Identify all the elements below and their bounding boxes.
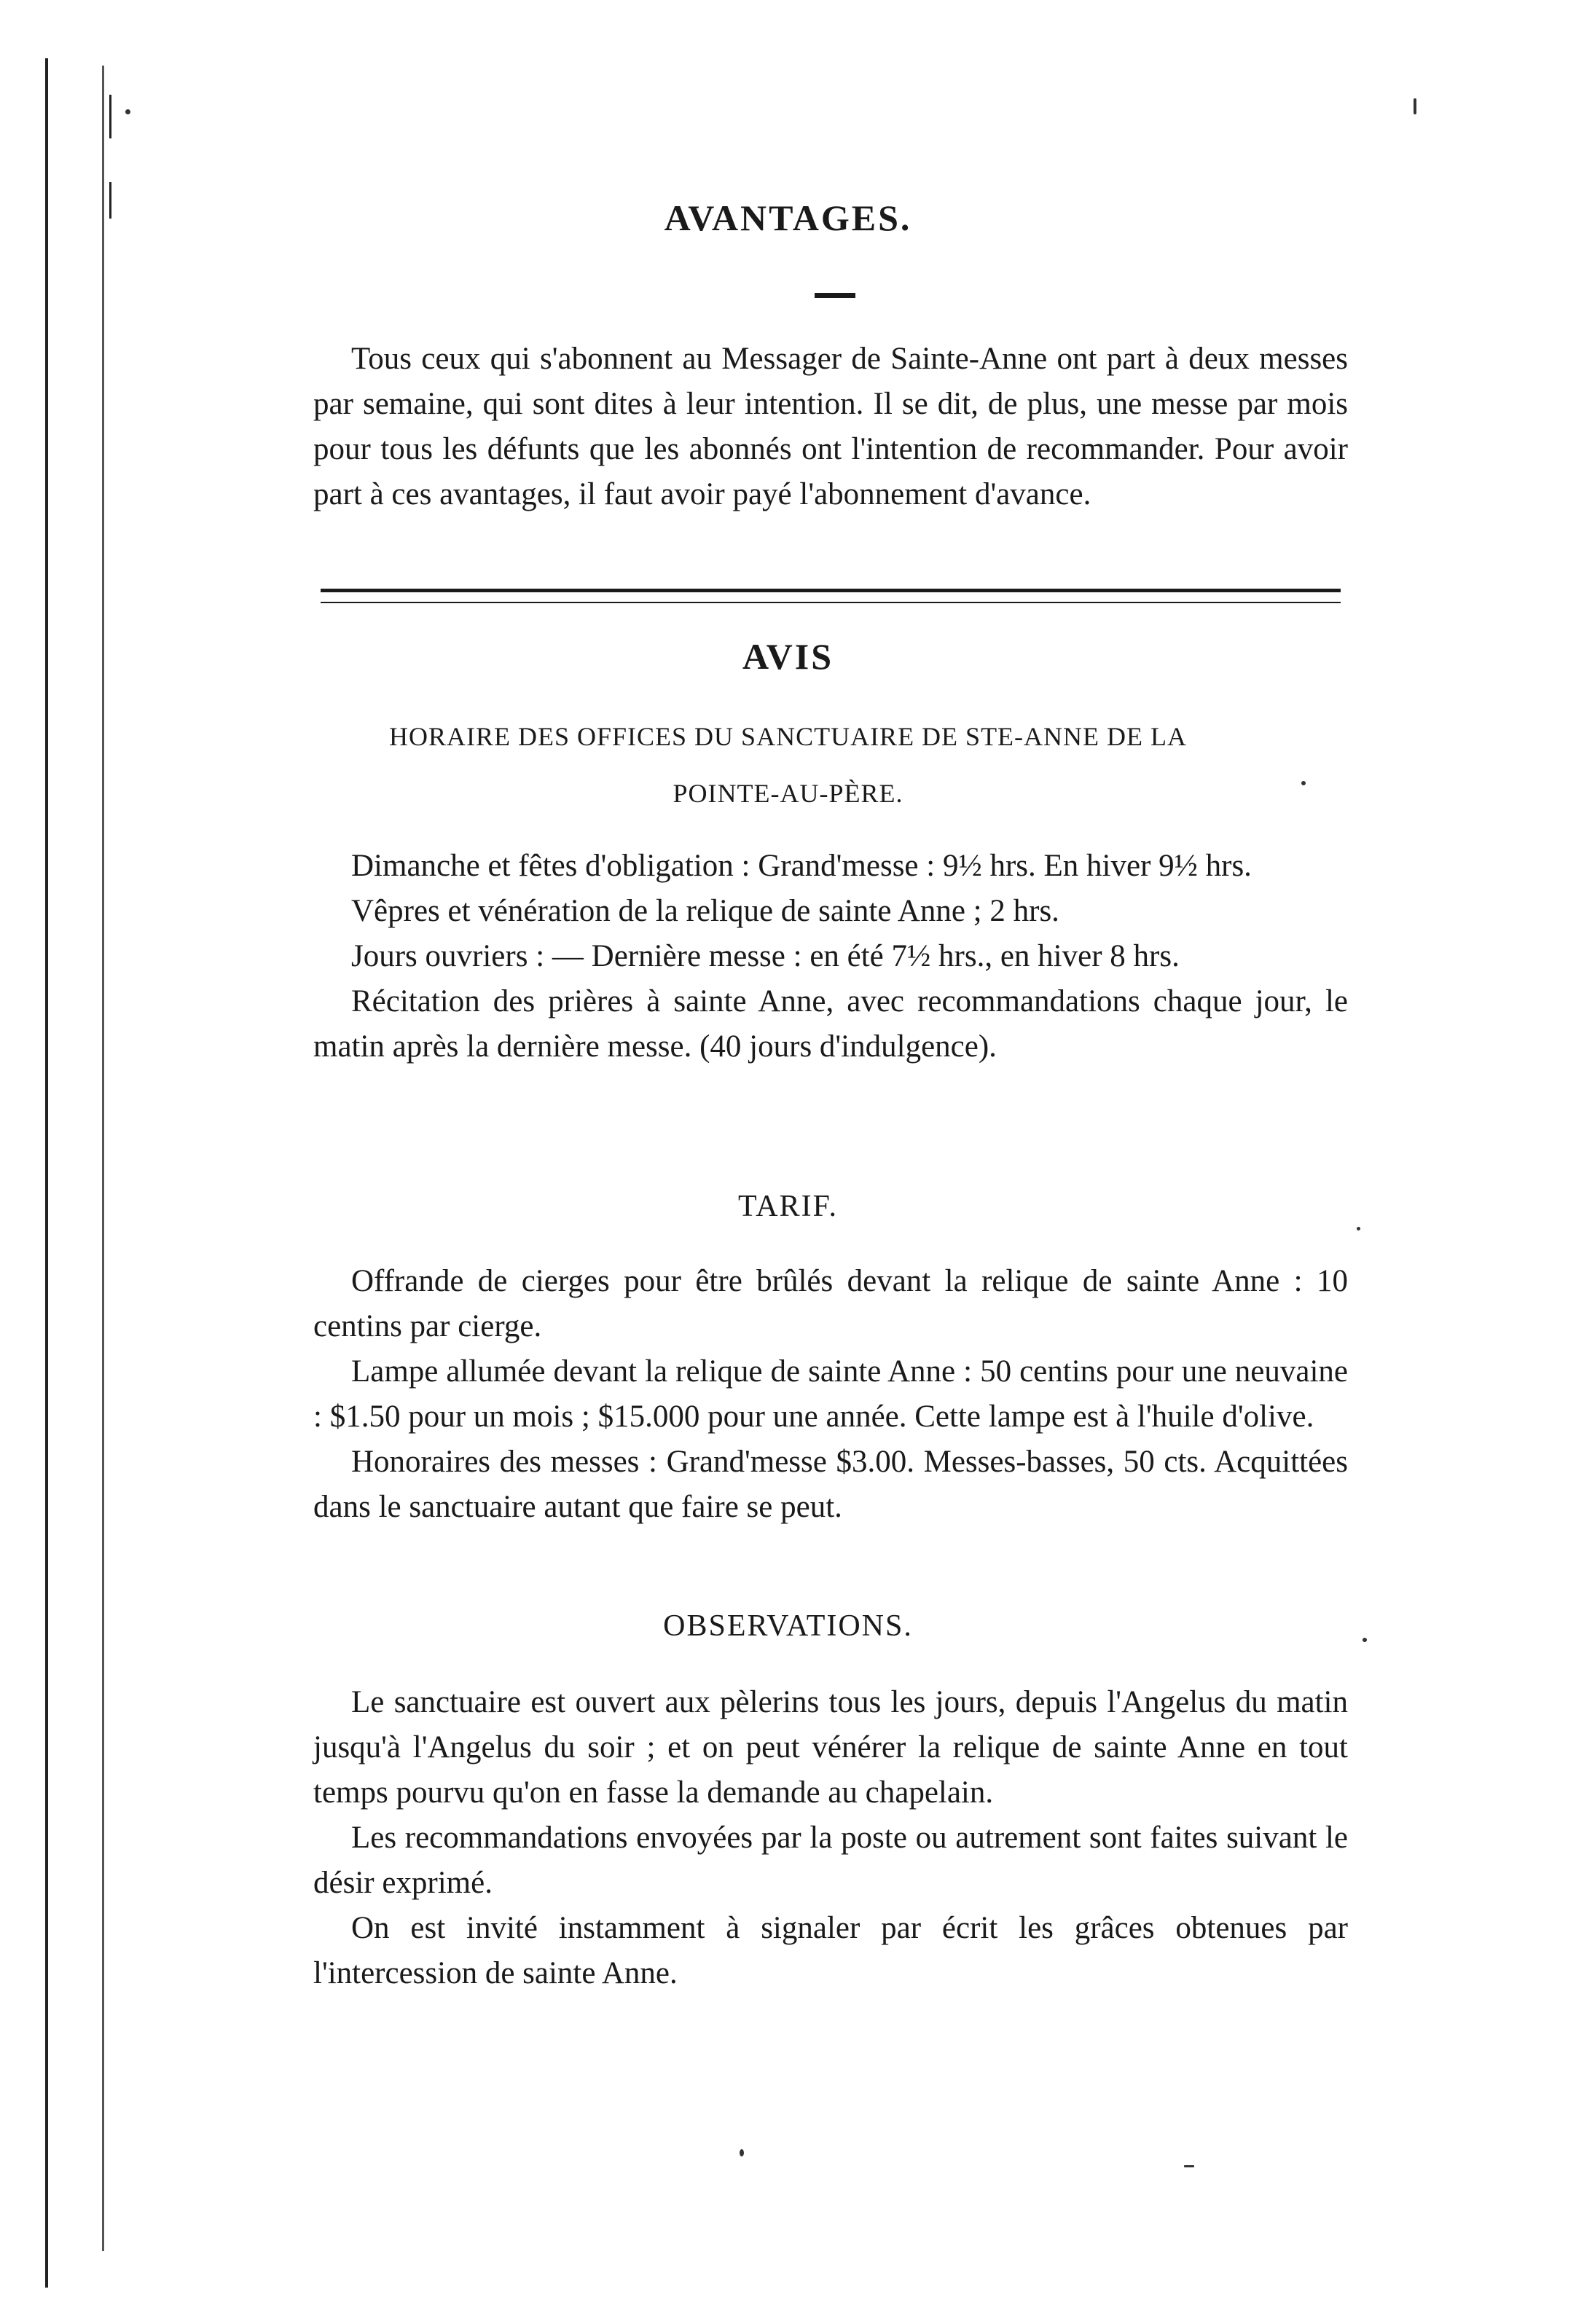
ink-speck: [1301, 781, 1306, 785]
binding-edge-mark: [109, 95, 111, 138]
tarif-item: Lampe allumée devant la relique de sainte Anne : 50 centins pour une neuvaine : $1.50 pour un mois ; $15.000 pour une année. Cette lampe est à l'huile d'olive.: [313, 1354, 1348, 1434]
binding-edge-line: [45, 58, 48, 2288]
ink-speck: [740, 2149, 744, 2156]
binding-edge-line: [102, 66, 104, 2251]
avis-subtitle-line2: POINTE-AU-PÈRE.: [673, 779, 903, 808]
avantages-section: [313, 337, 1348, 517]
title-dash: [815, 293, 855, 298]
tarif-item: Honoraires des messes : Grand'messe $3.00. Messes-basses, 50 cts. Acquittées dans le sanctuaire autant que faire se peut.: [313, 1445, 1348, 1524]
avantages-paragraph: Tous ceux qui s'abonnent au Messager de Sainte-Anne ont part à deux messes par semaine, qui sont dites à leur intention. Il se dit, de plus, une messe par mois pour tous les défunts que les abonnés ont l'intention de recommander. Pour avoir part à ces avantages, il faut avoir payé l'abonnement d'avance.: [313, 342, 1348, 511]
observations-item: Les recommandations envoyées par la poste ou autrement sont faites suivant le désir exprimé.: [313, 1821, 1348, 1900]
avis-item: Jours ouvriers : — Dernière messe : en été 7½ hrs., en hiver 8 hrs.: [351, 939, 1180, 973]
avis-item: Vêpres et vénération de la relique de sainte Anne ; 2 hrs.: [351, 894, 1059, 928]
observations-item: Le sanctuaire est ouvert aux pèlerins tous les jours, depuis l'Angelus du matin jusqu'à l'Angelus du soir ; et on peut vénérer la relique de sainte Anne en tout temps pourvu qu'on en fasse la demande au chapelain.: [313, 1685, 1348, 1810]
tarif-title: TARIF.: [737, 1190, 839, 1223]
section-divider-thin: [321, 602, 1341, 603]
observations-item: On est invité instamment à signaler par écrit les grâces obtenues par l'intercession de sainte Anne.: [313, 1911, 1348, 1990]
avis-subtitle-line1: HORAIRE DES OFFICES DU SANCTUAIRE DE STE-ANNE DE LA: [389, 722, 1187, 751]
avis-item: Dimanche et fêtes d'obligation : Grand'messe : 9½ hrs. En hiver 9½ hrs.: [351, 849, 1252, 883]
avantages-title: AVANTAGES.: [664, 197, 912, 238]
ink-speck: [125, 109, 130, 114]
avis-item: Récitation des prières à sainte Anne, avec recommandations chaque jour, le matin après la dernière messe. (40 jours d'indulgence).: [313, 984, 1348, 1064]
tarif-section: [313, 1259, 1348, 1530]
ink-speck: [1363, 1638, 1367, 1642]
section-divider-thick: [321, 589, 1341, 592]
avis-section: [313, 844, 1348, 1069]
observations-section: [313, 1680, 1348, 1996]
ink-speck: [1357, 1227, 1360, 1230]
avis-title: AVIS: [742, 636, 834, 677]
ink-speck: [1414, 98, 1416, 114]
tarif-item: Offrande de cierges pour être brûlés devant la relique de sainte Anne : 10 centins par cierge.: [313, 1264, 1348, 1343]
observations-title: OBSERVATIONS.: [663, 1609, 913, 1643]
ink-speck: [1184, 2165, 1194, 2167]
